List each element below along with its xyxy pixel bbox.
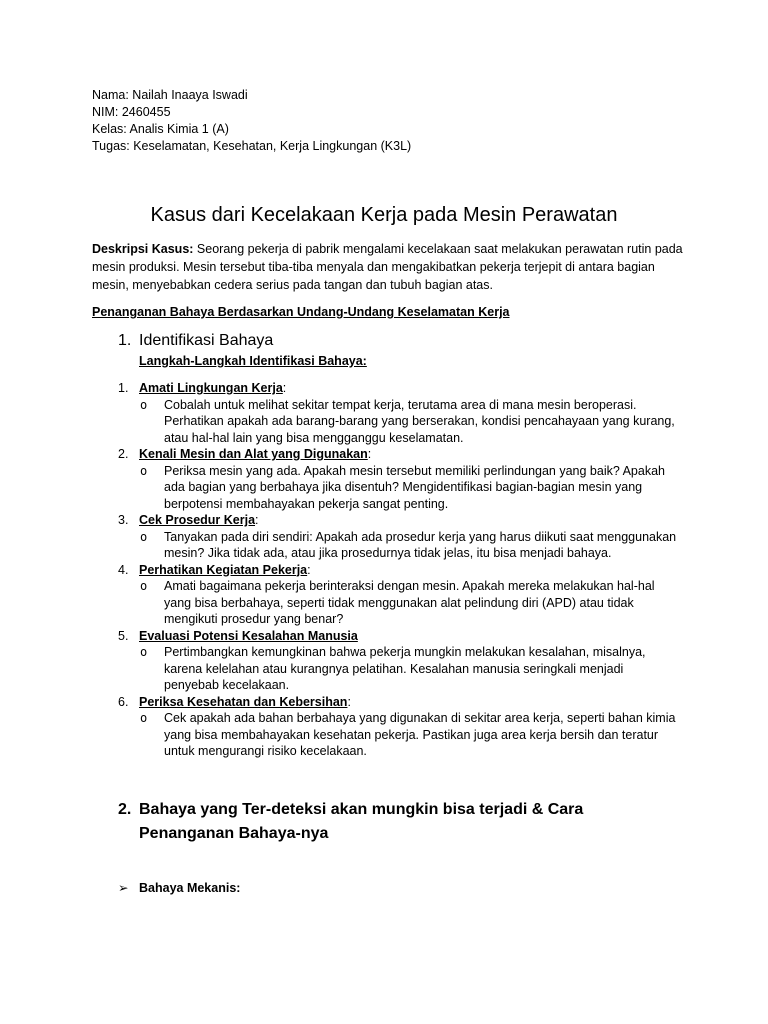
step-bullet bbox=[118, 529, 678, 562]
student-nim: NIM: 2460455 bbox=[92, 105, 171, 119]
bullet-circle-icon: o bbox=[140, 529, 148, 544]
step-item: 4. Perhatikan Kegiatan Pekerja: bbox=[118, 562, 311, 577]
step-title: Cek Prosedur Kerja bbox=[139, 513, 256, 527]
section-1-title: Identifikasi Bahaya bbox=[139, 332, 274, 349]
step-bullet-text: Periksa mesin yang ada. Apakah mesin tersebut memiliki perlindungan yang baik? Apakah ada bagian yang berbahaya jika disentuh? Mengidentifikasi bagian-bagian mesin yang berpotensi membahayakan pekerja sangat penting. bbox=[164, 463, 665, 511]
step-bullet-text: Cobalah untuk melihat sekitar tempat kerja, terutama area di mana mesin beroperasi. Perhatikan apakah ada barang-barang yang berserakan, kondisi pencahayaan yang kurang, atau hal-hal lain yang bisa mengganggu keselamatan. bbox=[164, 397, 675, 445]
step-bullet-text: Tanyakan pada diri sendiri: Apakah ada prosedur kerja yang harus diikuti saat menggunakan mesin? Jika tidak ada, atau jika prosedurnya tidak jelas, itu bisa menjadi bahaya. bbox=[164, 529, 677, 560]
section-heading: Penanganan Bahaya Berdasarkan Undang-Undang Keselamatan Kerja bbox=[92, 305, 510, 319]
section-1-heading bbox=[118, 330, 273, 352]
step-number: 3. bbox=[118, 513, 129, 527]
case-description-text: Seorang pekerja di pabrik mengalami kecelakaan saat melakukan perawatan rutin pada mesin produksi. Mesin tersebut tiba-tiba menyala dan mengakibatkan pekerja terjepit di antara bagian mesin, menyebabkan cedera serius pada tangan dan tubuh bagian atas. bbox=[92, 242, 683, 292]
step-bullet bbox=[118, 710, 678, 760]
hazard-label: Bahaya Mekanis: bbox=[139, 881, 241, 895]
case-description-label: Deskripsi Kasus: bbox=[92, 242, 194, 256]
step-item bbox=[118, 628, 678, 645]
step-number: 1. bbox=[118, 381, 129, 395]
section-2-number: 2. bbox=[118, 801, 132, 818]
step-number: 6. bbox=[118, 694, 129, 709]
step-item: 2. Kenali Mesin dan Alat yang Digunakan: bbox=[118, 447, 372, 461]
step-item: 1. Amati Lingkungan Kerja: bbox=[118, 381, 287, 395]
step-bullet-text: Amati bagaimana pekerja berinteraksi dengan mesin. Apakah mereka melakukan hal-hal yang bisa berbahaya, seperti tidak menggunakan alat pelindung diri (APD) atau tidak mengikuti prosedur yang benar? bbox=[164, 579, 655, 626]
step-number: 2. bbox=[118, 447, 129, 461]
identification-steps bbox=[118, 380, 678, 760]
step-bullet bbox=[118, 397, 678, 447]
step-title: Evaluasi Potensi Kesalahan Manusia bbox=[139, 628, 358, 643]
student-info bbox=[92, 87, 411, 155]
step-title: Periksa Kesehatan dan Kebersihan bbox=[139, 694, 348, 709]
step-number: 5. bbox=[118, 628, 129, 643]
student-name: Nama: Nailah Inaaya Iswadi bbox=[92, 88, 248, 102]
assignment-topic: Tugas: Keselamatan, Kesehatan, Kerja Lingkungan (K3L) bbox=[92, 139, 412, 153]
bullet-circle-icon: o bbox=[140, 463, 148, 478]
case-description bbox=[92, 240, 692, 294]
step-bullet bbox=[118, 463, 678, 513]
bullet-circle-icon: o bbox=[140, 579, 148, 593]
step-item: 6. Periksa Kesehatan dan Kebersihan: bbox=[118, 694, 351, 709]
steps-heading: Langkah-Langkah Identifikasi Bahaya: bbox=[139, 354, 367, 368]
hazard-item bbox=[118, 880, 240, 897]
step-item: 3. Cek Prosedur Kerja: bbox=[118, 513, 259, 527]
student-class: Kelas: Analis Kimia 1 (A) bbox=[92, 122, 229, 136]
step-bullet bbox=[118, 644, 678, 694]
step-title: Amati Lingkungan Kerja bbox=[139, 381, 283, 395]
step-number: 4. bbox=[118, 562, 129, 577]
step-title: Perhatikan Kegiatan Pekerja bbox=[139, 562, 308, 577]
step-bullet-text: Cek apakah ada bahan berbahaya yang digunakan di sekitar area kerja, seperti bahan kimia yang bisa membahayakan kesehatan pekerja. Pastikan juga area kerja bersih dan teratur untuk mengurangi risiko kecelakaan. bbox=[164, 711, 676, 758]
step-title: Kenali Mesin dan Alat yang Digunakan bbox=[139, 447, 368, 461]
section-2-heading bbox=[118, 798, 678, 846]
section-2-title: Bahaya yang Ter-deteksi akan mungkin bisa terjadi & Cara Penanganan Bahaya-nya bbox=[139, 801, 584, 842]
step-bullet bbox=[118, 578, 678, 628]
document-title: Kasus dari Kecelakaan Kerja pada Mesin Perawatan bbox=[150, 204, 618, 226]
step-bullet-text: Pertimbangkan kemungkinan bahwa pekerja mungkin melakukan kesalahan, misalnya, karena kelelahan atau kurangnya pelatihan. Kesalahan manusia seringkali menjadi penyebab kecelakaan. bbox=[164, 645, 646, 692]
bullet-circle-icon: o bbox=[140, 645, 148, 659]
bullet-circle-icon: o bbox=[140, 397, 148, 412]
arrow-bullet-icon: ➢ bbox=[118, 881, 129, 895]
bullet-circle-icon: o bbox=[140, 711, 148, 725]
section-1-number: 1. bbox=[118, 332, 132, 349]
